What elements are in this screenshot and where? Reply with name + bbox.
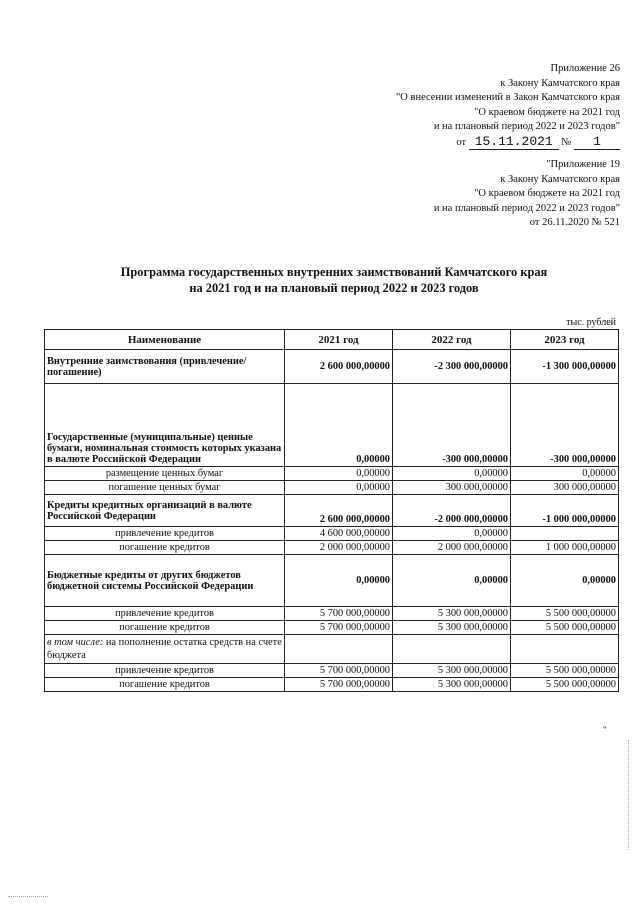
value-2021 xyxy=(285,635,393,664)
row-name: Внутренние заимствования (привлечение/погашение) xyxy=(45,350,285,384)
annex-line: Приложение 26 xyxy=(550,63,620,74)
note-text: на пополнение остатка средств на счете бюджета xyxy=(47,637,282,661)
scan-artifact xyxy=(628,740,630,850)
table-row xyxy=(45,555,619,607)
annex-line: и на плановый период 2022 и 2023 годов" xyxy=(433,202,620,214)
row-name: привлечение кредитов xyxy=(45,607,285,621)
value-2023: 0,00000 xyxy=(511,467,619,481)
table-row xyxy=(45,635,619,664)
annex-header-amendment xyxy=(396,62,620,151)
header-2023: 2023 год xyxy=(511,330,619,350)
value-2023 xyxy=(511,527,619,541)
annex-line: и на плановый период 2022 и 2023 годов" xyxy=(433,121,620,133)
borrowing-program-table xyxy=(44,329,619,692)
row-name: размещение ценных бумаг xyxy=(45,467,285,481)
table-row xyxy=(45,664,619,678)
annex-line: от 26.11.2020 № 521 xyxy=(529,217,620,229)
value-2022: -300 000,00000 xyxy=(393,384,511,467)
annex-line: к Закону Камчатского края xyxy=(500,77,620,89)
value-2021: 0,00000 xyxy=(285,481,393,495)
value-2022: -2 000 000,00000 xyxy=(393,495,511,527)
annex-date-line xyxy=(396,135,620,151)
row-name: Государственные (муниципальные) ценные бумаги, номинальная стоимость которых указана в валюте Российской Федерации xyxy=(45,384,285,467)
table-row xyxy=(45,621,619,635)
row-name: привлечение кредитов xyxy=(45,527,285,541)
value-2021: 2 600 000,00000 xyxy=(285,350,393,384)
value-2022: -2 300 000,00000 xyxy=(393,350,511,384)
value-2023: 5 500 000,00000 xyxy=(511,678,619,692)
value-2023: -1 000 000,00000 xyxy=(511,495,619,527)
table-row xyxy=(45,541,619,555)
value-2023: 5 500 000,00000 xyxy=(511,664,619,678)
value-2021: 5 700 000,00000 xyxy=(285,621,393,635)
row-name: Бюджетные кредиты от других бюджетов бюджетной системы Российской Федерации xyxy=(45,555,285,607)
value-2022: 2 000 000,00000 xyxy=(393,541,511,555)
annex-line: "О краевом бюджете на 2021 год xyxy=(474,106,620,118)
closing-quote: " xyxy=(603,725,607,735)
annex-line: к Закону Камчатского края xyxy=(500,173,620,185)
value-2021: 0,00000 xyxy=(285,384,393,467)
value-2023: 1 000 000,00000 xyxy=(511,541,619,555)
value-2022: 300 000,00000 xyxy=(393,481,511,495)
table-row xyxy=(45,495,619,527)
annex-header-original xyxy=(434,158,620,231)
row-name: погашение кредитов xyxy=(45,678,285,692)
value-2022: 0,00000 xyxy=(393,555,511,607)
units-label: тыс. рублей xyxy=(566,317,616,328)
annex-line: "Приложение 19 xyxy=(546,159,620,170)
table-row xyxy=(45,607,619,621)
header-2022: 2022 год xyxy=(393,330,511,350)
value-2022: 0,00000 xyxy=(393,527,511,541)
value-2022: 0,00000 xyxy=(393,467,511,481)
value-2023: 5 500 000,00000 xyxy=(511,621,619,635)
date-prefix: от xyxy=(456,136,467,148)
title-line: на 2021 год и на плановый период 2022 и 2023 годов xyxy=(189,281,479,295)
row-name: погашение ценных бумаг xyxy=(45,481,285,495)
italic-prefix: в том числе: xyxy=(47,637,104,648)
row-name xyxy=(45,635,285,664)
table-row xyxy=(45,384,619,467)
value-2022: 5 300 000,00000 xyxy=(393,607,511,621)
value-2021: 5 700 000,00000 xyxy=(285,664,393,678)
table-header-row xyxy=(45,330,619,350)
value-2023: -300 000,00000 xyxy=(511,384,619,467)
value-2021: 2 000 000,00000 xyxy=(285,541,393,555)
value-2023: 300 000,00000 xyxy=(511,481,619,495)
value-2021: 4 600 000,00000 xyxy=(285,527,393,541)
document-title xyxy=(60,264,608,296)
annex-line: "О внесении изменений в Закон Камчатского края xyxy=(396,92,620,104)
value-2022: 5 300 000,00000 xyxy=(393,664,511,678)
table-row xyxy=(45,527,619,541)
value-2022 xyxy=(393,635,511,664)
table-row xyxy=(45,481,619,495)
value-2021: 5 700 000,00000 xyxy=(285,678,393,692)
table-row xyxy=(45,467,619,481)
row-name: погашение кредитов xyxy=(45,621,285,635)
header-name: Наименование xyxy=(45,330,285,350)
header-2021: 2021 год xyxy=(285,330,393,350)
value-2021: 0,00000 xyxy=(285,555,393,607)
handwritten-date: 15.11.2021 xyxy=(469,135,559,150)
table-row xyxy=(45,678,619,692)
value-2022: 5 300 000,00000 xyxy=(393,621,511,635)
row-name: привлечение кредитов xyxy=(45,664,285,678)
scan-artifact xyxy=(8,896,48,898)
value-2023: 0,00000 xyxy=(511,555,619,607)
row-name: Кредиты кредитных организаций в валюте Российской Федерации xyxy=(45,495,285,527)
value-2023: -1 300 000,00000 xyxy=(511,350,619,384)
value-2022: 5 300 000,00000 xyxy=(393,678,511,692)
value-2021: 2 600 000,00000 xyxy=(285,495,393,527)
row-name: погашение кредитов xyxy=(45,541,285,555)
value-2021: 0,00000 xyxy=(285,467,393,481)
value-2023: 5 500 000,00000 xyxy=(511,607,619,621)
number-prefix: № xyxy=(561,136,572,148)
title-line: Программа государственных внутренних заимствований Камчатского края xyxy=(120,265,548,279)
value-2023 xyxy=(511,635,619,664)
value-2021: 5 700 000,00000 xyxy=(285,607,393,621)
table-row xyxy=(45,350,619,384)
annex-line: "О краевом бюджете на 2021 год xyxy=(474,188,620,200)
handwritten-number: 1 xyxy=(574,135,620,150)
